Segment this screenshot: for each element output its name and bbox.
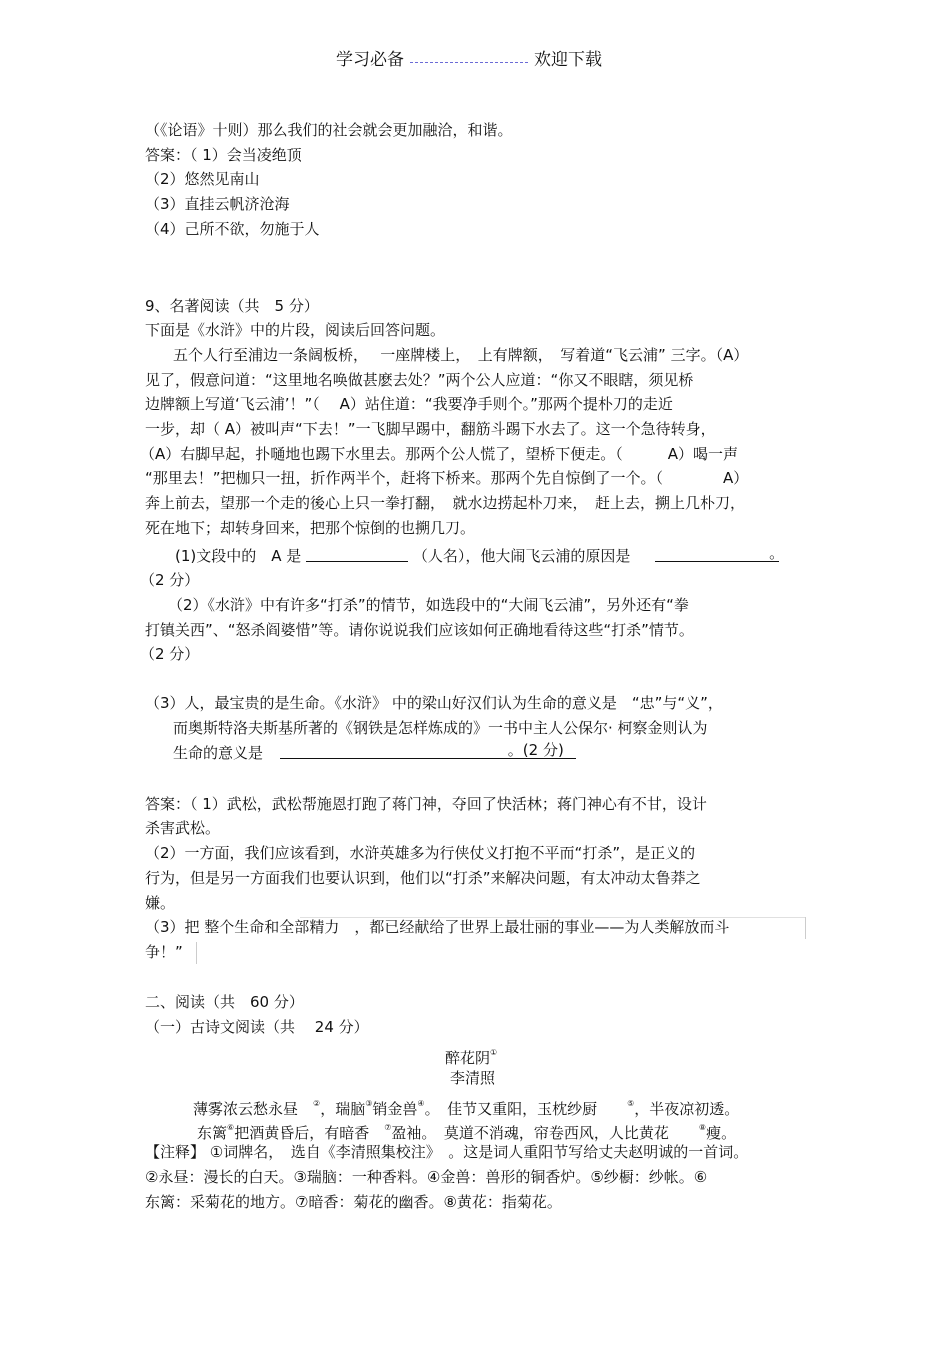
footnote-mark: ⑤ bbox=[627, 1099, 635, 1108]
answer1-item: （2）悠然见南山 bbox=[145, 170, 260, 188]
q9-sub1-score: （2 分） bbox=[140, 571, 200, 589]
poem-text: 盈袖。 莫道不消魂，帘卷西风，人比黄花 bbox=[391, 1124, 699, 1142]
footnote-mark: ⑧ bbox=[698, 1123, 707, 1132]
sub1-text-a: (1)文段中的 A 是 bbox=[175, 547, 302, 565]
poem-title-text: 醉花阴 bbox=[445, 1049, 491, 1067]
answer-blank-meaning[interactable] bbox=[280, 741, 576, 759]
section2-title: 二、阅读（共 60 分） bbox=[145, 993, 304, 1011]
q9-sub1 bbox=[175, 544, 785, 566]
footnote-mark: ⑦ bbox=[384, 1123, 392, 1132]
header-divider bbox=[410, 62, 528, 63]
notes-line: 【注释】 ①词牌名， 选自《李清照集校注》 。这是词人重阳节写给丈夫赵明诚的一首词。 bbox=[145, 1143, 749, 1161]
poem-text: 。 佳节又重阳，玉枕纱厨 bbox=[424, 1100, 628, 1118]
poem-text: 把酒黄昏后，有暗香 bbox=[234, 1124, 385, 1142]
q9-instruction: 下面是《水浒》中的片段，阅读后回答问题。 bbox=[145, 321, 446, 339]
answer-blank-name[interactable] bbox=[306, 547, 408, 562]
notes-line: 东篱：采菊花的地方。⑦暗香：菊花的幽香。⑧黄花：指菊花。 bbox=[145, 1193, 562, 1211]
poem-title-mark: ① bbox=[490, 1048, 498, 1057]
q9-sub3-line1: （3）人，最宝贵的是生命。《水浒》 中的梁山好汉们认为生命的意义是 “忠”与“义”， bbox=[145, 694, 723, 712]
passage-line: 五个人行至浦边一条阔板桥， 一座牌楼上， 上有牌额， 写着道“飞云浦” 三字。（A） bbox=[173, 346, 749, 364]
answer2-line: 嫌。 bbox=[145, 894, 176, 912]
poem-title bbox=[445, 1043, 497, 1068]
answer2-line: （2）一方面，我们应该看到，水浒英雄多为行侠仗义打抱不平而“打杀”，是正义的 bbox=[145, 844, 696, 862]
answer1-label: 答案：（ 1）会当凌绝顶 bbox=[145, 146, 302, 164]
poem-text: 东篱 bbox=[197, 1124, 228, 1142]
passage-line: 边牌额上写道‘飞云浦’！”（ A）站住道：“我要净手则个。”那两个提朴刀的走近 bbox=[145, 395, 673, 413]
poem-text: ，瑞脑 bbox=[320, 1100, 366, 1118]
header-left: 学习必备 bbox=[336, 50, 404, 70]
poem-text: 薄雾浓云愁永昼 bbox=[193, 1100, 314, 1118]
q9-sub3-line3 bbox=[173, 743, 576, 763]
sub1-end: 。 bbox=[769, 544, 785, 562]
poem-text: 瘦。 bbox=[706, 1124, 737, 1142]
sub3-text: 生命的意义是 bbox=[173, 744, 264, 762]
passage-line: （A）右脚早起，扑嗵地也踢下水里去。那两个公人慌了，望桥下便走。（ A）喝一声 bbox=[140, 445, 739, 463]
footnote-mark: ④ bbox=[417, 1099, 425, 1108]
q9-sub2-line1: （2）《水浒》中有许多“打杀”的情节，如选段中的“大闹飞云浦”，另外还有“拳 bbox=[168, 596, 689, 614]
passage-line: 死在地下；却转身回来，把那个惊倒的也搠几刀。 bbox=[145, 519, 476, 537]
poem-line-2 bbox=[197, 1118, 736, 1143]
answer1-item: （4）己所不欲，勿施于人 bbox=[145, 220, 320, 238]
frame-line bbox=[805, 917, 806, 939]
notes-line: ②永昼：漫长的白天。③瑞脑：一种香料。④金兽：兽形的铜香炉。⑤纱橱：纱帐。⑥ bbox=[145, 1168, 708, 1186]
answer2-line: （3）把 整个生命和全部精力 ，都已经献给了世界上最壮丽的事业——为人类解放而斗 bbox=[145, 918, 730, 936]
poem-text: ，半夜凉初透。 bbox=[634, 1100, 740, 1118]
sub3-end: 。(2 分) bbox=[507, 741, 564, 759]
poem-text: 销金兽 bbox=[372, 1100, 418, 1118]
footnote-mark: ③ bbox=[365, 1099, 373, 1108]
answer2-line: 行为，但是另一方面我们也要认识到，他们以“打杀”来解决问题，有太冲动太鲁莽之 bbox=[145, 869, 701, 887]
poem-line-1 bbox=[193, 1094, 739, 1119]
section2-subtitle: （一）古诗文阅读（共 24 分） bbox=[145, 1018, 369, 1036]
header-right: 欢迎下载 bbox=[534, 50, 602, 70]
sub1-text-b: （人名），他大闹飞云浦的原因是 bbox=[412, 547, 631, 565]
passage-line: 奔上前去，望那一个走的後心上只一拳打翻， 就水边捞起朴刀来， 赶上去，搠上几朴刀， bbox=[145, 494, 746, 512]
answer2-line: 答案：（ 1）武松，武松帮施恩打跑了蒋门神，夺回了快活林；蒋门神心有不甘，设计 bbox=[145, 795, 707, 813]
q9-title: 9、名著阅读（共 5 分） bbox=[145, 297, 319, 315]
answer2-line: 杀害武松。 bbox=[145, 819, 221, 837]
page-header bbox=[336, 50, 602, 70]
passage-line: 见了，假意问道：“这里地名唤做甚麽去处？”两个公人应道：“你又不眼瞎，须见桥 bbox=[145, 371, 694, 389]
poet-name: 李清照 bbox=[450, 1069, 496, 1087]
frame-line bbox=[196, 942, 197, 964]
footnote-mark: ② bbox=[313, 1099, 321, 1108]
q9-sub2-score: （2 分） bbox=[140, 645, 200, 663]
q9-sub2-line2: 打镇关西”、“怒杀阎婆惜”等。请你说说我们应该如何正确地看待这些“打杀”情节。 bbox=[145, 621, 694, 639]
passage-line: 一步，却（ A）被叫声“下去！”一飞脚早踢中，翻筋斗踢下水去了。这一个急待转身， bbox=[145, 420, 716, 438]
passage-line: “那里去！”把枷只一扭，折作两半个，赶将下桥来。那两个先自惊倒了一个。（ A） bbox=[145, 469, 749, 487]
q9-sub3-line2: 而奥斯特洛夫斯基所著的《钢铁是怎样炼成的》一书中主人公保尔· 柯察金则认为 bbox=[173, 719, 708, 737]
footnote-mark: ⑥ bbox=[227, 1123, 235, 1132]
answer1-intro: （《论语》十则）那么我们的社会就会更加融洽，和谐。 bbox=[145, 121, 513, 139]
answer-blank-reason[interactable] bbox=[655, 544, 785, 562]
answer1-item: （3）直挂云帆济沧海 bbox=[145, 195, 290, 213]
answer2-line: 争！” bbox=[145, 943, 183, 961]
